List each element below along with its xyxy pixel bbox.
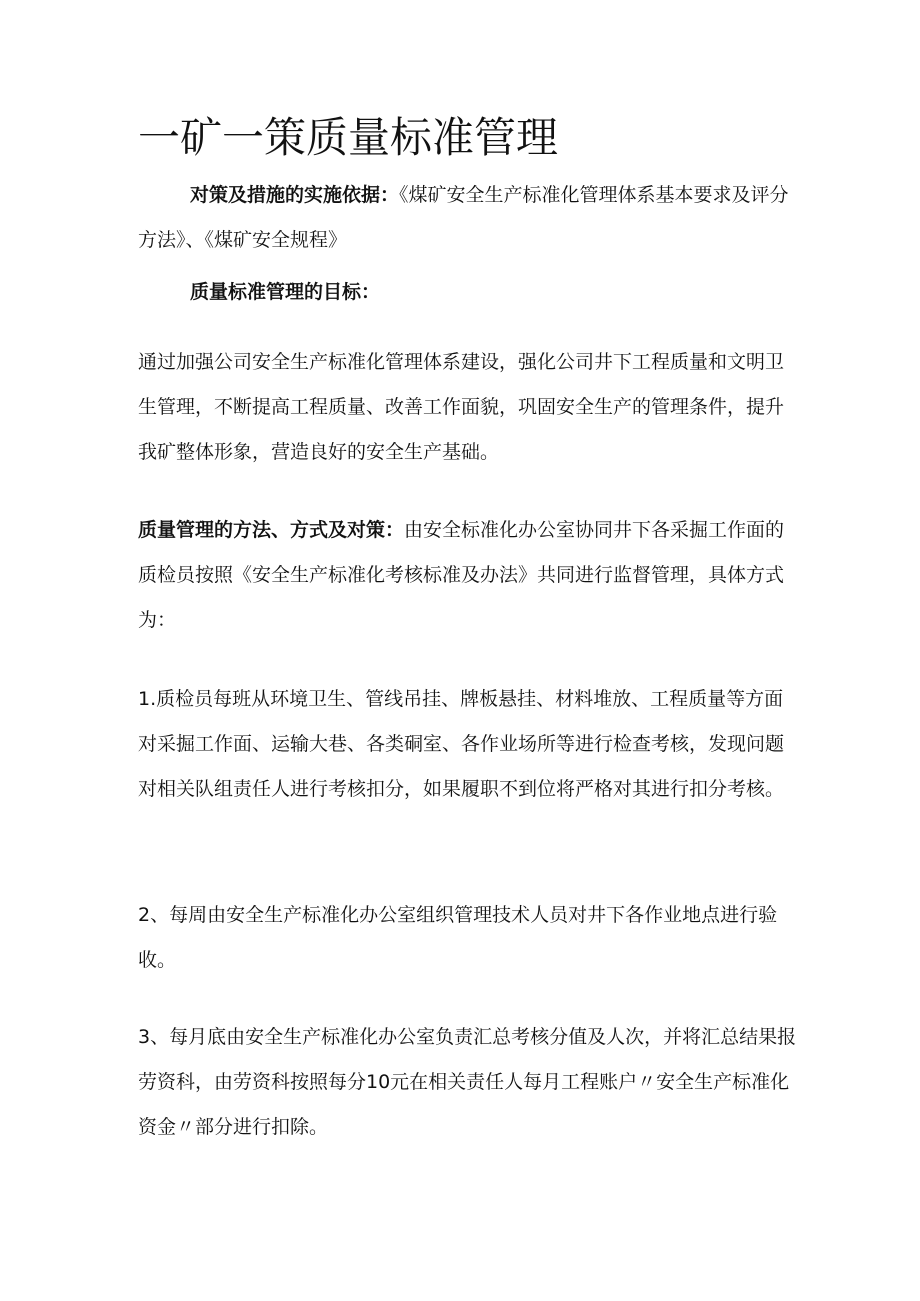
- goal-label: 质量标准管理的目标：: [190, 281, 381, 303]
- basis-paragraph: [138, 173, 798, 263]
- method-label: 质量管理的方法、方式及对策：: [138, 519, 405, 541]
- list-item-2: 2、每周由安全生产标准化办公室组织管理技术人员对井下各作业地点进行验收。: [138, 904, 778, 971]
- method-text: 由安全标准化办公室协同井下各采掘工作面的质检员按照《安全生产标准化考核标准及办法》共同进行监督管理，具体方式为：: [138, 519, 785, 631]
- basis-text: 《煤矿安全生产标准化管理体系基本要求及评分方法》、《煤矿安全规程》: [138, 184, 789, 251]
- goal-text: 通过加强公司安全生产标准化管理体系建设，强化公司井下工程质量和文明卫生管理，不断提高工程质量、改善工作面貌，巩固安全生产的管理条件，提升我矿整体形象，营造良好的安全生产基础。: [138, 351, 785, 463]
- list-item-1: 1.质检员每班从环境卫生、管线吊挂、牌板悬挂、材料堆放、工程质量等方面对采掘工作面、运输大巷、各类硐室、各作业场所等进行检查考核，发现问题对相关队组责任人进行考核扣分，如果履职不到位将严格对其进行扣分考核。: [138, 688, 785, 800]
- method-paragraph: [138, 508, 798, 643]
- basis-label: 对策及措施的实施依据：: [190, 184, 400, 206]
- list-item-3: 3、每月底由安全生产标准化办公室负责汇总考核分值及人次，并将汇总结果报劳资科，由劳资科按照每分10元在相关责任人每月工程账户〃安全生产标准化资金〃部分进行扣除。: [138, 1026, 797, 1138]
- document-title: 一矿一策质量标准管理: [138, 113, 559, 162]
